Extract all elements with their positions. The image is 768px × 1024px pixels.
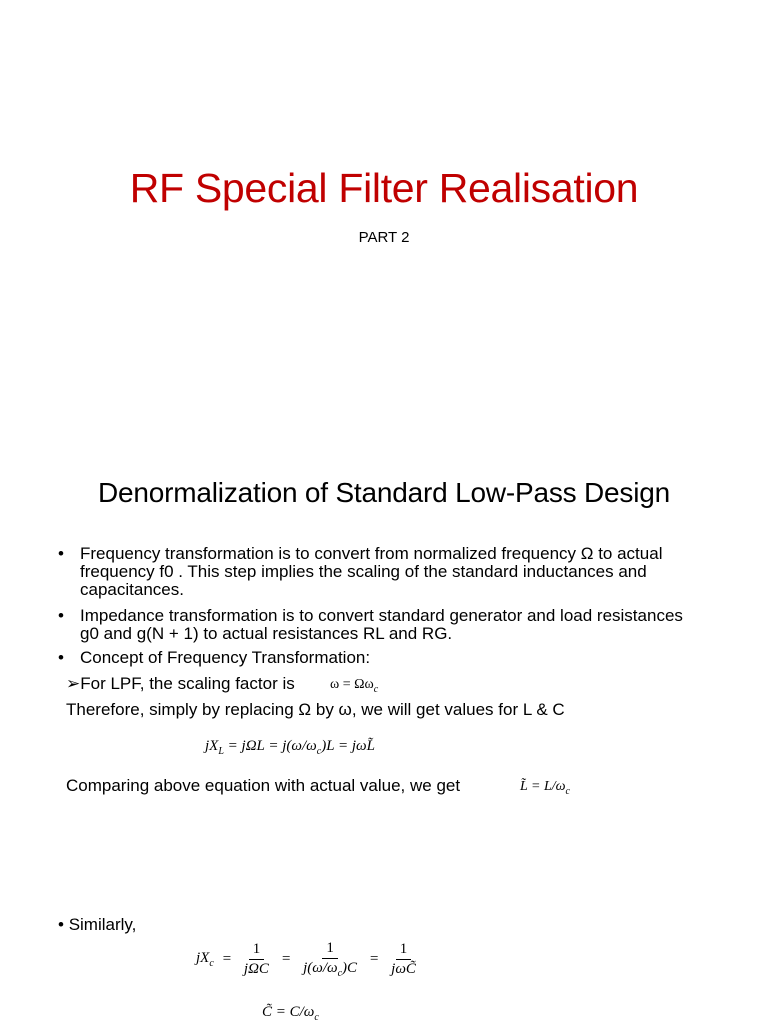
bullet-item <box>58 607 698 643</box>
eq2-equals-1: = <box>221 951 232 967</box>
bullet-item <box>58 915 136 935</box>
eq2-lhs: $jX_c$ <box>196 950 214 969</box>
arrow-icon: ➢ <box>66 674 81 693</box>
eq2-frac2-num: 1 <box>322 940 338 959</box>
bullet-item <box>58 649 698 667</box>
similarly-text: Similarly, <box>68 915 137 934</box>
eq2-frac1-den: jΩC <box>243 961 269 977</box>
inductance-equation <box>205 738 375 757</box>
therefore-text: Therefore, simply by replacing Ω by ω, we will get values for L & C <box>66 700 565 719</box>
comparing-formula-main: L̃ = L/ω <box>520 779 566 794</box>
slide-title: RF Special Filter Realisation <box>129 165 639 211</box>
eq2-frac1-num: 1 <box>249 941 265 960</box>
capacitance-result-formula <box>262 1004 319 1023</box>
comparing-formula-sub: c <box>565 785 570 797</box>
bullet-icon: • <box>58 915 64 934</box>
comparing-text: Comparing above equation with actual value, we get <box>66 776 461 795</box>
slide-subtitle: PART 2 <box>358 229 410 246</box>
eq2-equals-2: = <box>280 951 292 967</box>
bullet-item <box>58 545 698 599</box>
eq3-main: C̃ = C/ω <box>262 1004 315 1020</box>
eq2-fraction-3 <box>387 941 420 978</box>
bullet-text: Concept of Frequency Transformation: <box>80 648 371 667</box>
eq2-fraction-2 <box>299 940 361 979</box>
eq1-lhs-sub: L <box>218 746 224 757</box>
capacitance-equation <box>192 940 424 979</box>
slide-heading: Denormalization of Standard Low-Pass Design <box>98 477 670 508</box>
bullet-icon: • <box>58 648 64 667</box>
title-slide <box>0 0 768 450</box>
eq1-rhs-b: )L = jωL̃ <box>321 738 375 754</box>
bullet-icon: • <box>58 544 64 563</box>
arrow-item-text: For LPF, the scaling factor is <box>80 674 295 693</box>
eq2-frac3-den: jωC̃ <box>391 961 416 977</box>
eq2-frac3-num: 1 <box>396 941 412 960</box>
eq3-sub: c <box>314 1012 319 1023</box>
eq2-equals-3: = <box>369 951 380 967</box>
scaling-formula-sub: c <box>373 683 379 695</box>
bullet-icon: • <box>58 606 64 625</box>
scaling-formula-main: ω = Ωω <box>330 677 374 692</box>
arrow-item <box>66 674 295 694</box>
inductance-result-formula <box>520 779 570 797</box>
scaling-formula <box>330 677 378 695</box>
eq1-lhs: jX <box>205 738 219 754</box>
content-slide <box>0 450 768 1024</box>
eq1-rhs-sub: c <box>316 746 322 757</box>
eq2-frac2-den: $j(\omega/\omega_c)C$ <box>303 960 358 979</box>
eq2-fraction-1 <box>240 941 273 978</box>
bullet-text: Frequency transformation is to convert from normalized frequency Ω to actual frequency f0 . This step implies the scaling of the standard inductances and capacitances. <box>80 544 663 599</box>
bullet-text: Impedance transformation is to convert standard generator and load resistances g0 and g(N + 1) to actual resistances RL and RG. <box>80 606 683 643</box>
eq1-rhs-a: = jΩL = j(ω/ω <box>223 738 317 754</box>
